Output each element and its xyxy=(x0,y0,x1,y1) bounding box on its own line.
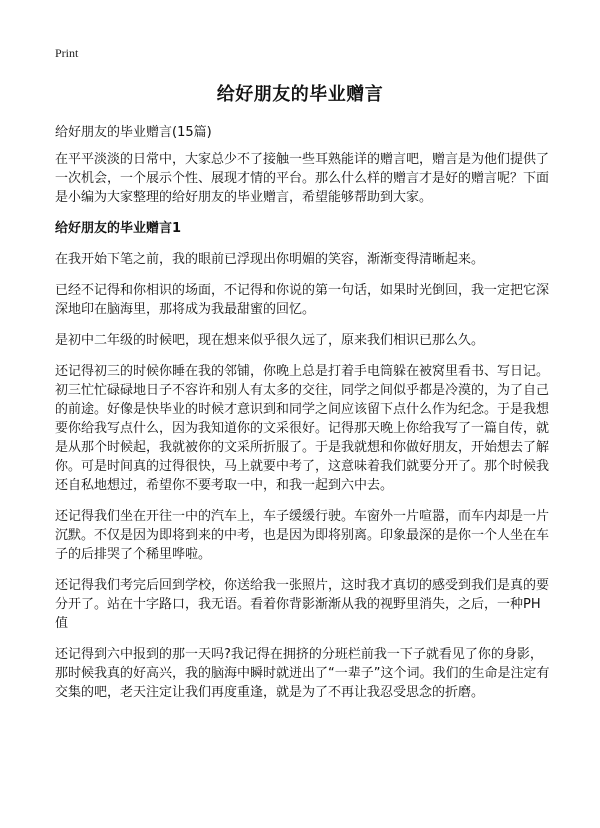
body-paragraph: 还记得我们考完后回到学校，你送给我一张照片，这时我才真切的感受到我们是真的要分开了。站在十字路口，我无语。看着你背影渐渐从我的视野里消失，之后，一种PH值 xyxy=(55,578,550,631)
intro-paragraph: 在平平淡淡的日常中，大家总少不了接触一些耳熟能详的赠言吧，赠言是为他们提供了一次机会，一个展示个性、展现才情的平台。那么什么样的赠言才是好的赠言呢？下面是小编为大家整理的给好朋友的毕业赠言，希望能够帮助到大家。 xyxy=(55,152,550,205)
body-paragraph: 已经不记得和你相识的场面，不记得和你说的第一句话，如果时光倒回，我一定把它深深地印在脑海里，那将成为我最甜蜜的回忆。 xyxy=(55,283,550,317)
page-title: 给好朋友的毕业赠言 xyxy=(216,84,384,105)
print-link[interactable]: Print xyxy=(55,46,79,60)
article-body xyxy=(55,150,550,714)
body-paragraph: 还记得初三的时候你睡在我的邻铺，你晚上总是打着手电筒躲在被窝里看书、写日记。初三忙忙碌碌地日子不容许和别人有太多的交往，同学之间似乎都是冷漠的，为了自己的前途。好像是快毕业的时候才意识到和同学之间应该留下点什么作为纪念。于是我想要你给我写点什么，因为我知道你的文采很好。记得那天晚上你给我写了一篇自传，就是从那个时候起，我就被你的文采所折服了。于是我就想和你做好朋友，开始想去了解你。可是时间真的过得很快，马上就要中考了，这意味着我们就要分开了。那个时候我还自私地想过，希望你不要考取一中，和我一起到六中去。 xyxy=(55,364,550,493)
body-paragraph: 是初中二年级的时候吧，现在想来似乎很久远了，原来我们相识已那么久。 xyxy=(55,333,485,348)
body-paragraph: 还记得到六中报到的那一天吗?我记得在拥挤的分班栏前我一下子就看见了你的身影，那时候我真的好高兴，我的脑海中瞬时就迸出了“一辈子”这个词。我们的生命是注定有交集的吧，老天注定让我们再度重逢，就是为了不再让我忍受思念的折磨。 xyxy=(55,647,550,700)
section-heading: 给好朋友的毕业赠言1 xyxy=(55,221,182,236)
document-subtitle: 给好朋友的毕业赠言(15篇) xyxy=(55,125,212,140)
body-paragraph: 还记得我们坐在开往一中的汽车上，车子缓缓行驶。车窗外一片喧嚣，而车内却是一片沉默。不仅是因为即将到来的中考，也是因为即将别离。印象最深的是你一个人坐在车子的后排哭了个稀里哗啦。 xyxy=(55,509,550,562)
body-paragraph: 在我开始下笔之前，我的眼前已浮现出你明媚的笑容，渐渐变得清晰起来。 xyxy=(55,252,485,267)
